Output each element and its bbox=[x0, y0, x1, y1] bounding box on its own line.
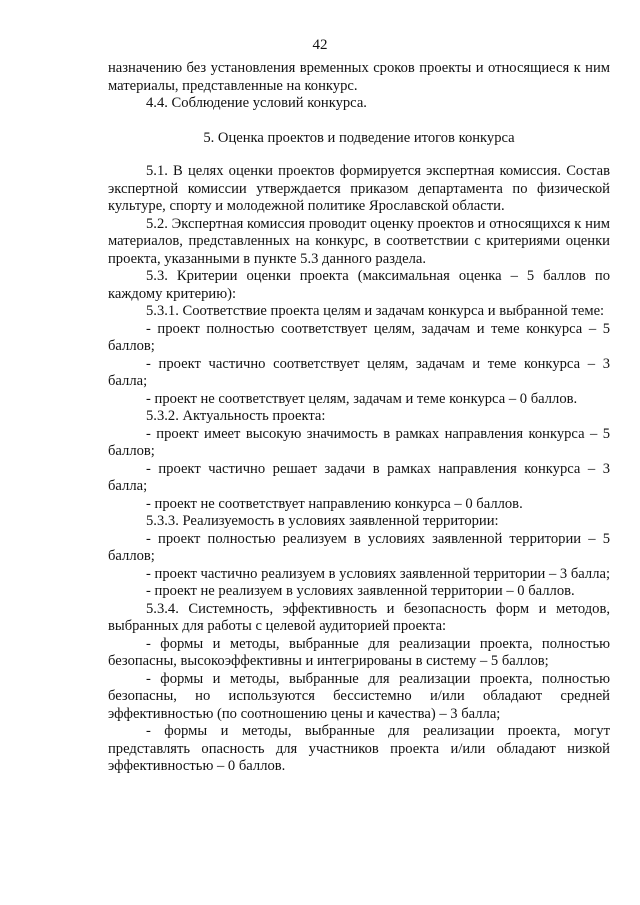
list-item: - формы и методы, выбранные для реализации проекта, полностью безопасны, но используются бессистемно и/или обладают средней эффективностью (по соотношению цены и качества) – 3 балла; bbox=[108, 670, 610, 722]
paragraph-5-3-2: 5.3.2. Актуальность проекта: bbox=[146, 408, 326, 424]
page-number: 42 bbox=[312, 37, 328, 53]
paragraph-5-2: 5.2. Экспертная комиссия проводит оценку проектов и относящихся к ним материалов, представленных на конкурс, в соответствии с критериями оценки проекта, указанными в пункте 5.3 данного раздела. bbox=[108, 215, 610, 267]
section-heading: 5. Оценка проектов и подведение итогов конкурса bbox=[203, 129, 515, 146]
list-item: - проект полностью соответствует целям, задачам и теме конкурса – 5 баллов; bbox=[108, 320, 610, 354]
list-item: - проект имеет высокую значимость в рамках направления конкурса – 5 баллов; bbox=[108, 425, 610, 459]
list-item: - проект не соответствует целям, задачам и теме конкурса – 0 баллов. bbox=[146, 390, 578, 407]
list-item: - проект полностью реализуем в условиях заявленной территории – 5 баллов; bbox=[108, 530, 610, 564]
list-item: - проект не соответствует направлению конкурса – 0 баллов. bbox=[146, 495, 523, 512]
list-item: - формы и методы, выбранные для реализации проекта, могут представлять опасность для участников проекта и/или обладают низкой эффективностью – 0 баллов. bbox=[108, 723, 610, 774]
paragraph-5-3-1: 5.3.1. Соответствие проекта целям и задачам конкурса и выбранной теме: bbox=[146, 303, 605, 319]
list-item: - проект частично решает задачи в рамках направления конкурса – 3 балла; bbox=[108, 460, 610, 494]
list-item: - формы и методы, выбранные для реализации проекта, полностью безопасны, высокоэффективны и интегрированы в систему – 5 баллов; bbox=[108, 635, 610, 669]
list-item: - проект не реализуем в условиях заявленной территории – 0 баллов. bbox=[146, 583, 575, 599]
document-body bbox=[108, 60, 610, 776]
paragraph-5-1: 5.1. В целях оценки проектов формируется экспертная комиссия. Состав экспертной комиссии утверждается приказом департамента по физической культуре, спорту и молодежной политике Ярославской области. bbox=[108, 163, 610, 214]
paragraph-continuation: назначению без установления временных сроков проекты и относящиеся к ним материалы, представленные на конкурс. bbox=[108, 60, 610, 94]
paragraph-5-3-3: 5.3.3. Реализуемость в условиях заявленной территории: bbox=[146, 513, 499, 529]
paragraph-4-4: 4.4. Соблюдение условий конкурса. bbox=[146, 95, 367, 111]
paragraph-5-3: 5.3. Критерии оценки проекта (максимальная оценка – 5 баллов по каждому критерию): bbox=[108, 268, 610, 302]
paragraph-5-3-4: 5.3.4. Системность, эффективность и безопасность форм и методов, выбранных для работы с целевой аудиторией проекта: bbox=[108, 600, 610, 634]
list-item: - проект частично соответствует целям, задачам и теме конкурса – 3 балла; bbox=[108, 355, 610, 389]
list-item: - проект частично реализуем в условиях заявленной территории – 3 балла; bbox=[146, 565, 611, 582]
